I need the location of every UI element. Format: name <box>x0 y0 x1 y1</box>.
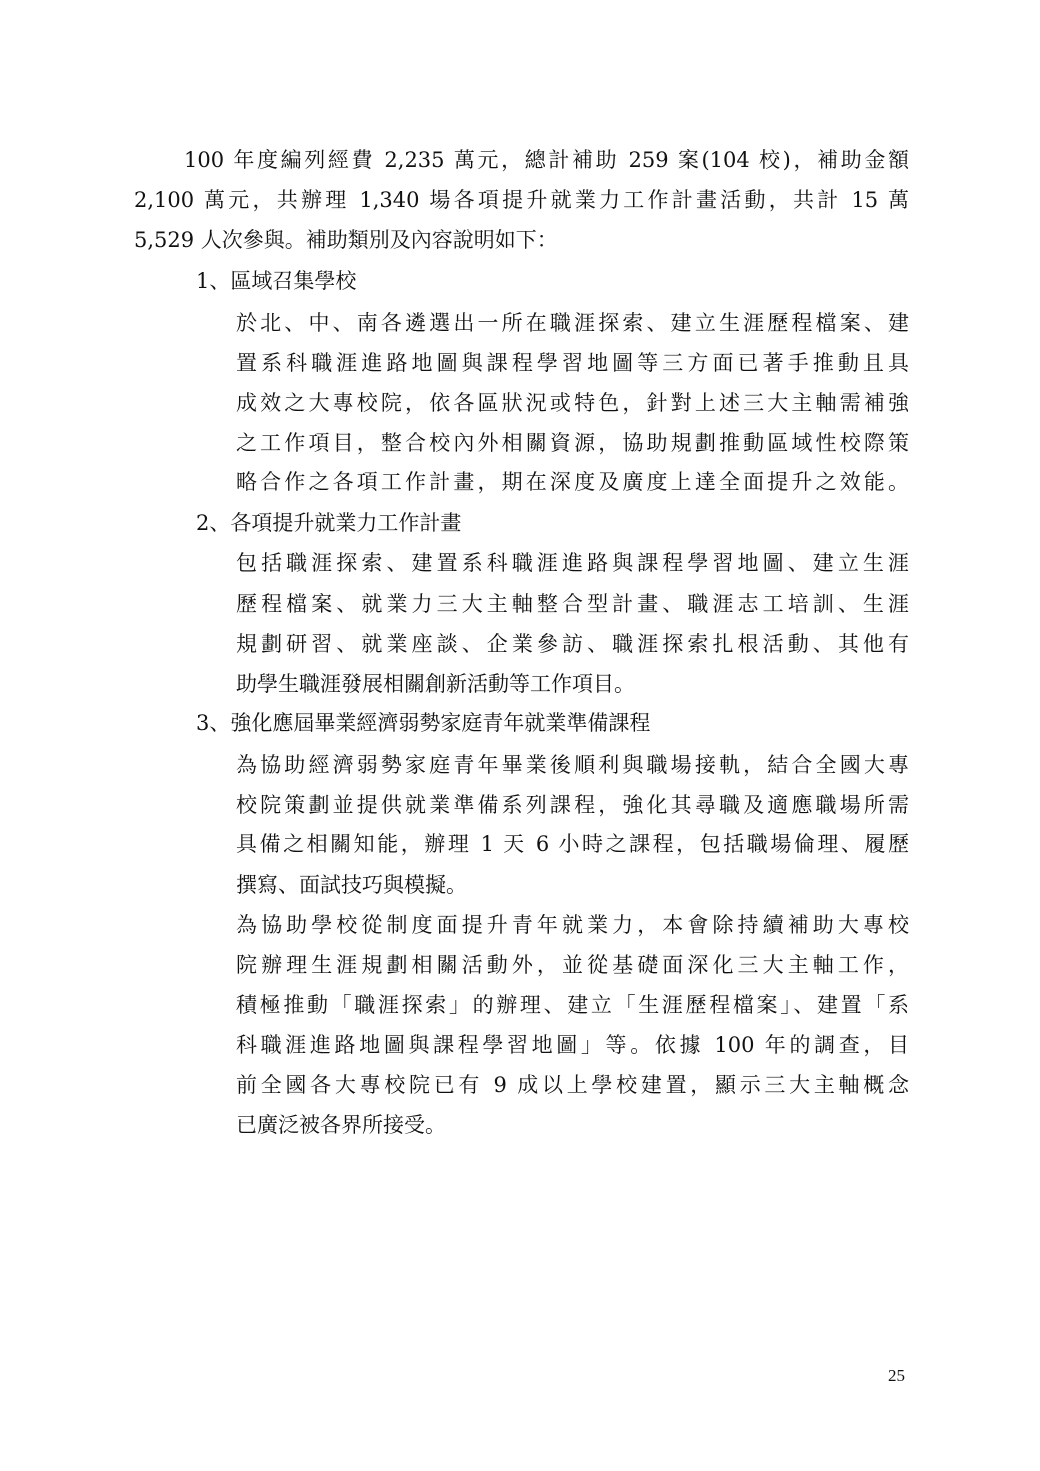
closing-line-1: 為協助學校從制度面提升青年就業力，本會除持續補助大專校 <box>236 913 909 937</box>
page-number: 25 <box>888 1366 905 1385</box>
intro-line-3: 5,529 人次參與。補助類別及內容說明如下： <box>134 228 558 252</box>
section-2-line-1: 包括職涯探索、建置系科職涯進路與課程學習地圖、建立生涯 <box>236 551 909 575</box>
section-2-heading: 2、各項提升就業力工作計畫 <box>196 511 462 535</box>
closing-line-3: 積極推動「職涯探索」的辦理、建立「生涯歷程檔案」、建置「系 <box>236 993 909 1017</box>
closing-line-5: 前全國各大專校院已有 9 成以上學校建置，顯示三大主軸概念 <box>236 1073 909 1097</box>
section-3-line-1: 為協助經濟弱勢家庭青年畢業後順利與職場接軌，結合全國大專 <box>236 753 909 777</box>
section-2-line-3: 規劃研習、就業座談、企業參訪、職涯探索扎根活動、其他有 <box>236 632 909 656</box>
section-1-line-2: 置系科職涯進路地圖與課程學習地圖等三方面已著手推動且具 <box>236 351 909 375</box>
section-1-heading: 1、區域召集學校 <box>196 269 357 293</box>
section-3-heading: 3、強化應屆畢業經濟弱勢家庭青年就業準備課程 <box>196 711 651 735</box>
closing-line-6: 已廣泛被各界所接受。 <box>236 1113 446 1137</box>
section-1-line-1: 於北、中、南各遴選出一所在職涯探索、建立生涯歷程檔案、建 <box>236 311 909 335</box>
section-2-line-4: 助學生職涯發展相關創新活動等工作項目。 <box>236 672 635 696</box>
intro-line-1: 100 年度編列經費 2,235 萬元，總計補助 259 案(104 校)，補助金額 <box>184 148 909 172</box>
closing-line-4: 科職涯進路地圖與課程學習地圖」等。依據 100 年的調查，目 <box>236 1033 909 1057</box>
section-3-line-3: 具備之相關知能，辦理 1 天 6 小時之課程，包括職場倫理、履歷 <box>236 832 909 856</box>
section-3-line-4: 撰寫、面試技巧與模擬。 <box>236 873 467 897</box>
section-1-line-5: 略合作之各項工作計畫，期在深度及廣度上達全面提升之效能。 <box>236 470 909 494</box>
section-1-line-4: 之工作項目，整合校內外相關資源，協助規劃推動區域性校際策 <box>236 431 909 455</box>
section-3-line-2: 校院策劃並提供就業準備系列課程，強化其尋職及適應職場所需 <box>236 793 909 817</box>
section-2-line-2: 歷程檔案、就業力三大主軸整合型計畫、職涯志工培訓、生涯 <box>236 592 909 616</box>
intro-line-2: 2,100 萬元，共辦理 1,340 場各項提升就業力工作計畫活動，共計 15 萬 <box>134 188 909 212</box>
section-1-line-3: 成效之大專校院，依各區狀況或特色，針對上述三大主軸需補強 <box>236 391 909 415</box>
closing-line-2: 院辦理生涯規劃相關活動外，並從基礎面深化三大主軸工作， <box>236 953 909 977</box>
